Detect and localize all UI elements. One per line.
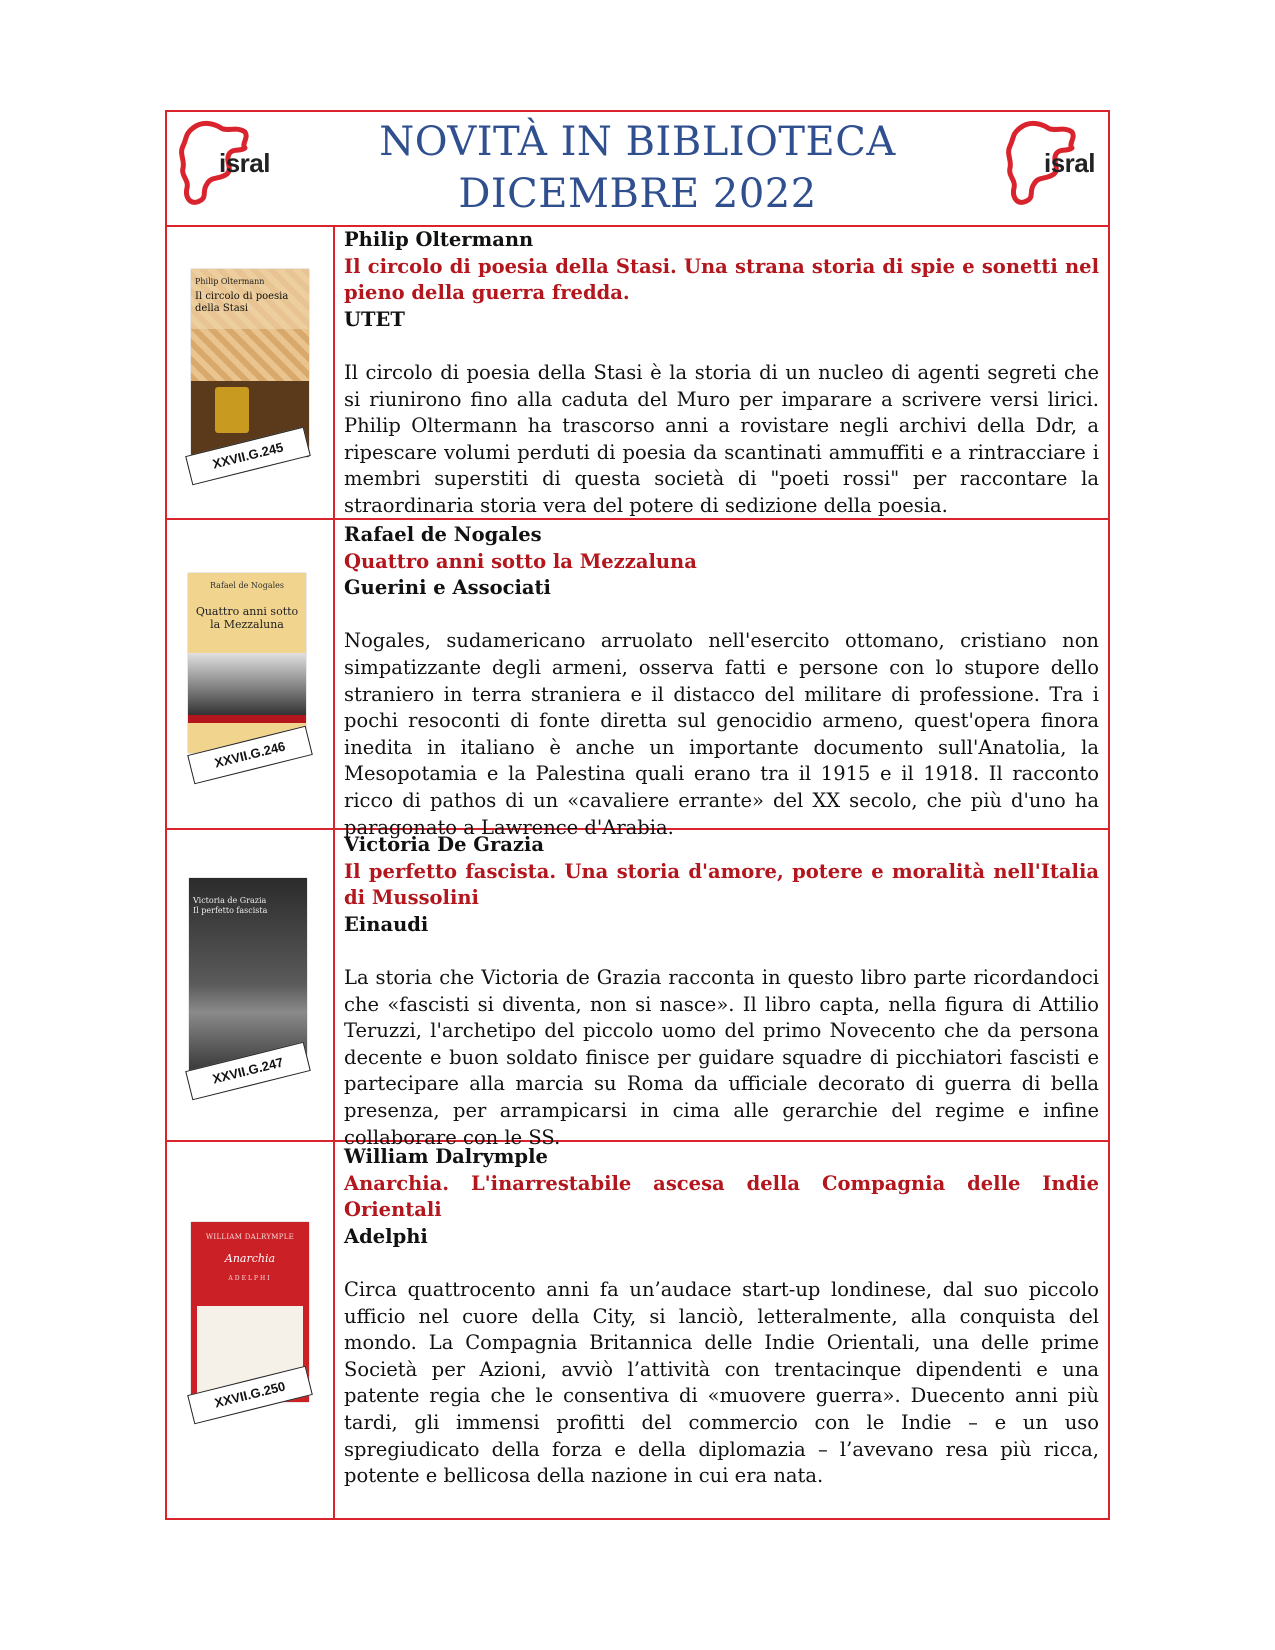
logo-text: isral <box>1044 148 1095 178</box>
book-row <box>167 225 1108 520</box>
cover-title: Quattro anni sotto la Mezzaluna <box>195 605 299 631</box>
title-line-1: NOVITÀ IN BIBLIOTECA <box>379 119 896 165</box>
shelf-mark-label: XXVII.G.250 <box>187 1366 313 1425</box>
cover-publisher: ADELPHI <box>228 1275 272 1282</box>
book-author: Victoria De Grazia <box>344 833 544 856</box>
cover-author: WILLIAM DALRYMPLE <box>205 1233 295 1241</box>
book-title: Il circolo di poesia della Stasi. Una strana storia di spie e sonetti nel pieno della guerra fredda. <box>344 254 1099 305</box>
book-description: Il circolo di poesia della Stasi è la storia di un nucleo di agenti segreti che si riunirono fino alla caduta del Muro per imparare a scrivere versi lirici. Philip Oltermann ha trascorso anni a rovistare negli archivi della Ddr, a ripescare volumi perduti di poesia da scantinati ammuffiti e a rintracciare i membri superstiti di questa società di "poeti rossi" per raccontare la straordinaria storia vera del potere di sedizione della poesia. <box>344 360 1099 517</box>
cover-title: Il circolo di poesia della Stasi <box>195 291 289 314</box>
book-publisher: UTET <box>344 307 405 331</box>
book-row <box>167 1142 1108 1518</box>
book-author: Rafael de Nogales <box>344 523 542 546</box>
book-cover <box>189 878 307 1070</box>
page-title <box>167 116 1108 220</box>
cover-title: Anarchia <box>224 1252 276 1265</box>
cover-title: Il perfetto fascista <box>193 906 268 915</box>
isral-logo-right <box>1002 118 1102 210</box>
book-info <box>344 832 1099 1151</box>
cover-cell <box>167 225 335 518</box>
book-cover <box>188 573 306 753</box>
book-publisher: Einaudi <box>344 912 429 936</box>
novita-table <box>165 110 1110 1520</box>
book-row <box>167 830 1108 1149</box>
cover-cell <box>167 1142 335 1518</box>
cover-author: Rafael de Nogales <box>209 581 285 590</box>
book-author: William Dalrymple <box>344 1145 548 1168</box>
logo-text: isral <box>219 148 270 178</box>
book-info <box>344 1144 1099 1490</box>
book-description: Circa quattrocento anni fa un’audace start-up londinese, dal suo piccolo ufficio nel cuore della City, si lanciò, letteralmente, alla conquista del mondo. La Compagnia Britannica delle Indie Orientali, una delle prime Società per Azioni, avviò l’attività con trentacinque dipendenti e una patente regia che le consentiva di «muovere guerra». Duecento anni più tardi, gli immensi profitti del commercio con le Indie – e un uso spregiudicato della forza e della diplomazia – l’avevano resa più ricca, potente e bellicosa della nazione in cui era nata. <box>344 1277 1099 1488</box>
book-publisher: Guerini e Associati <box>344 576 551 600</box>
shelf-mark-label: XXVII.G.245 <box>185 427 311 486</box>
header <box>167 112 1108 227</box>
cover-author: Victoria de Grazia <box>193 896 267 905</box>
book-title: Anarchia. L'inarrestabile ascesa della Compagnia delle Indie Orientali <box>344 1171 1099 1222</box>
book-row <box>167 520 1108 839</box>
book-description: La storia che Victoria de Grazia racconta in questo libro parte ricordandoci che «fascisti si diventa, non si nasce». Il libro capta, nella figura di Attilio Teruzzi, l'archetipo del piccolo uomo del primo Novecento che da persona decente e buon soldato finisce per guidare squadre di picchiatori fascisti e partecipare alla marcia su Roma da ufficiale decorato di guerra di bella presenza, per arrampicarsi in cima alle gerarchie del regime e infine collaborare con le SS. <box>344 965 1099 1149</box>
shelf-mark-label: XXVII.G.246 <box>187 726 313 785</box>
book-publisher: Adelphi <box>344 1224 428 1248</box>
book-title: Il perfetto fascista. Una storia d'amore, potere e moralità nell'Italia di Mussolini <box>344 859 1099 910</box>
book-info <box>344 522 1099 841</box>
title-line-2: DICEMBRE 2022 <box>458 171 817 217</box>
cover-author: Philip Oltermann <box>195 277 265 286</box>
cover-cell <box>167 520 335 828</box>
book-description: Nogales, sudamericano arruolato nell'esercito ottomano, cristiano non simpatizzante degli armeni, osserva fatti e persone con lo stupore dello straniero in terra straniera e il distacco del militare di professione. Tra i pochi resoconti di fonte diretta sul genocidio armeno, quest'opera finora inedita in italiano è anche un importante documento sull'Anatolia, la Mesopotamia e la Palestina quali erano tra il 1915 e il 1918. Il racconto ricco di pathos di un «cavaliere errante» del XX secolo, che più d'uno ha paragonato a Lawrence d'Arabia. <box>344 629 1099 839</box>
shelf-mark-label: XXVII.G.247 <box>185 1042 311 1101</box>
book-author: Philip Oltermann <box>344 228 534 251</box>
cover-cell <box>167 830 335 1140</box>
book-info <box>344 227 1099 520</box>
book-title: Quattro anni sotto la Mezzaluna <box>344 549 697 573</box>
